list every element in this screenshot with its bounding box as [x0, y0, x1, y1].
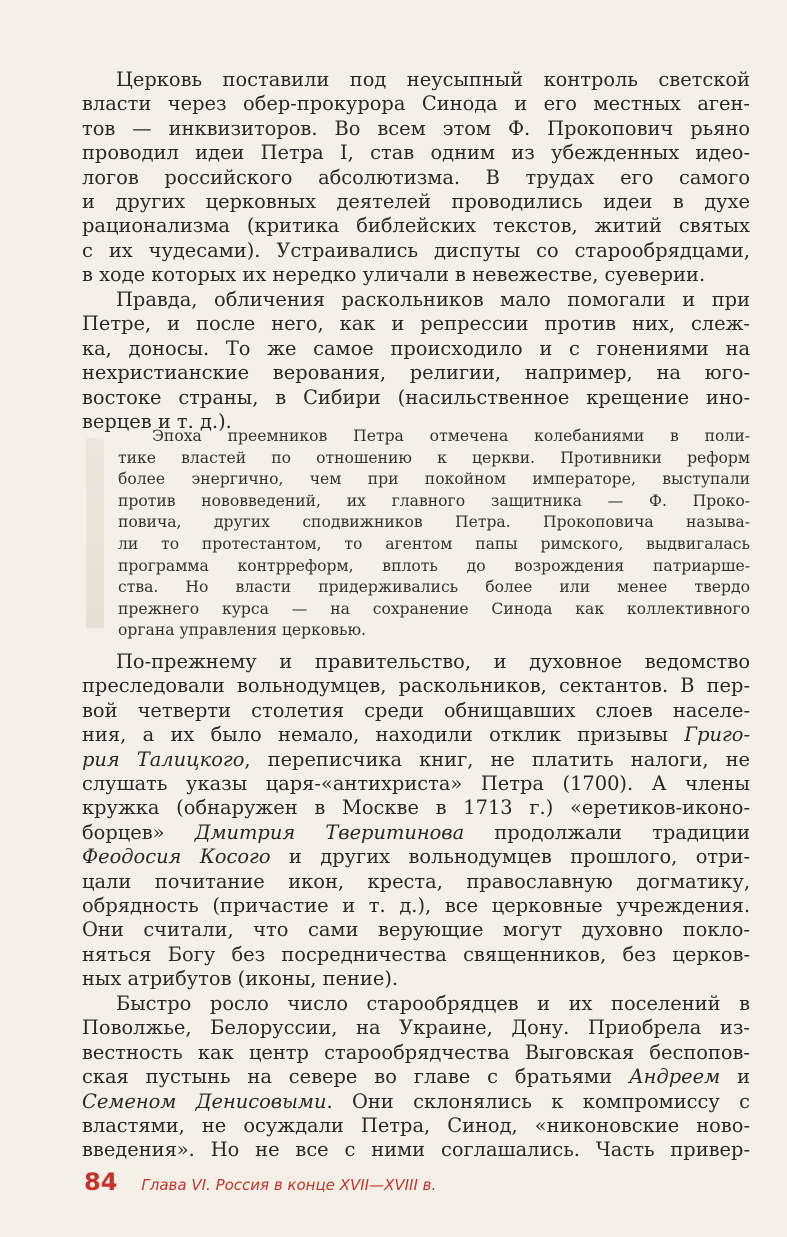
- text-run: продолжали традиции: [464, 820, 751, 844]
- person-name: Григо-: [684, 723, 750, 747]
- text-line: [82, 748, 750, 772]
- text-line: [82, 1090, 750, 1114]
- text-line: вестность как центр старообрядчества Выговская беспопов-: [82, 1040, 750, 1064]
- text-line: органа управления церковью.: [118, 621, 367, 640]
- text-line: слушать указы царя-«антихриста» Петра (1700). А члены: [82, 772, 750, 796]
- text-line: Поволжье, Белоруссии, на Украине, Дону. Приобрела из-: [82, 1016, 750, 1040]
- text-line: тике властей по отношению к церкви. Противники реформ: [118, 448, 750, 467]
- small-print-block: [118, 426, 750, 642]
- person-name: Семеном Денисовыми: [82, 1089, 327, 1113]
- text-line: цали почитание икон, креста, православную догматику,: [82, 869, 750, 893]
- text-line: Быстро росло число старообрядцев и их поселений в: [116, 992, 750, 1015]
- text-run: и: [720, 1065, 750, 1089]
- text-line: верцев и т. д.).: [82, 410, 232, 434]
- paragraph-raskol-denunciations: [82, 288, 750, 434]
- text-line: По-прежнему и правительство, и духовное ведомство: [116, 650, 750, 673]
- text-line: обрядность (причастие и т. д.), все церковные учреждения.: [82, 894, 750, 918]
- text-line: преследовали вольнодумцев, раскольников, сектантов. В пер-: [82, 674, 750, 698]
- text-line: [82, 821, 750, 845]
- text-line: [82, 845, 750, 869]
- running-title: Глава VI. Россия в конце XVII—XVIII в.: [141, 1176, 437, 1194]
- text-line: прежнего курса — на сохранение Синода как коллективного: [118, 599, 750, 618]
- text-line: тов — инквизиторов. Во всем этом Ф. Прокопович рьяно: [82, 116, 750, 140]
- text-line: властями, не осуждали Петра, Синод, «никоновские ново-: [82, 1114, 750, 1138]
- text-line: Эпоха преемников Петра отмечена колебаниями в поли-: [152, 427, 750, 445]
- text-line: [82, 723, 750, 747]
- paragraph-old-believers: [82, 992, 750, 1163]
- text-line: Правда, обличения раскольников мало помогали и при: [116, 288, 750, 311]
- person-name: рия Талицкого: [82, 747, 245, 771]
- text-line: ка, доносы. То же самое происходило и с гонениями на: [82, 336, 750, 360]
- text-line: нехристианские верования, религии, например, на юго-: [82, 361, 750, 385]
- text-line: Церковь поставили под неусыпный контроль светской: [116, 68, 750, 91]
- text-line: с их чудесами). Устраивались диспуты со старообрядцами,: [82, 238, 750, 262]
- text-line: логов российского абсолютизма. В трудах его самого: [82, 165, 750, 189]
- text-line: востоке страны, в Сибири (насильственное крещение ино-: [82, 385, 750, 409]
- text-line: Они считали, что сами верующие могут духовно покло-: [82, 918, 750, 942]
- person-name: Феодосия Косого: [82, 845, 271, 869]
- text-line: Петре, и после него, как и репрессии против них, слеж-: [82, 312, 750, 336]
- text-line: власти через обер-прокурора Синода и его местных аген-: [82, 92, 750, 116]
- text-run: . Они склонялись к компромиссу с: [326, 1089, 751, 1113]
- text-line: введения». Но не все с ними соглашались. Часть привер-: [82, 1138, 750, 1162]
- text-line: ли то протестантом, то агентом папы римского, выдвигалась: [118, 534, 750, 553]
- text-line: няться Богу без посредничества священников, без церков-: [82, 942, 750, 966]
- paragraph-church-control: [82, 68, 750, 288]
- small-print-marker: [86, 438, 104, 628]
- person-name: Андреем: [628, 1065, 721, 1089]
- text-line: в ходе которых их нередко уличали в невежестве, суеверии.: [82, 263, 706, 287]
- text-line: [82, 1065, 750, 1089]
- text-run: борцев»: [82, 820, 195, 844]
- text-line: и других церковных деятелей проводились идеи в духе: [82, 190, 750, 214]
- text-line: против нововведений, их главного защитника — Ф. Проко-: [118, 491, 750, 510]
- text-line: повича, других сподвижников Петра. Прокоповича называ-: [118, 513, 750, 532]
- paragraph-freethinkers: [82, 650, 750, 992]
- page-number: 84: [84, 1168, 118, 1196]
- page-footer: [84, 1168, 436, 1198]
- text-run: ская пустынь на севере во главе с братьями: [82, 1065, 629, 1089]
- person-name: Дмитрия Тверитинова: [194, 820, 465, 844]
- text-line: кружка (обнаружен в Москве в 1713 г.) «еретиков-иконо-: [82, 796, 750, 820]
- text-line: ных атрибутов (иконы, пение).: [82, 967, 399, 991]
- text-line: проводил идеи Петра I, став одним из убежденных идео-: [82, 141, 750, 165]
- text-line: более энергично, чем при покойном императоре, выступали: [118, 470, 750, 489]
- text-line: рационализма (критика библейских текстов, житий святых: [82, 214, 750, 238]
- text-line: вой четверти столетия среди обнищавших слоев населе-: [82, 698, 750, 722]
- text-run: ния, а их было немало, находили отклик призывы: [82, 723, 685, 747]
- text-run: , переписчика книг, не платить налоги, не: [244, 747, 750, 771]
- text-line: ства. Но власти придерживались более или менее твердо: [118, 578, 750, 597]
- text-run: и других вольнодумцев прошлого, отри-: [270, 845, 751, 869]
- text-line: программа контрреформ, вплоть до возрождения патриарше-: [118, 556, 750, 575]
